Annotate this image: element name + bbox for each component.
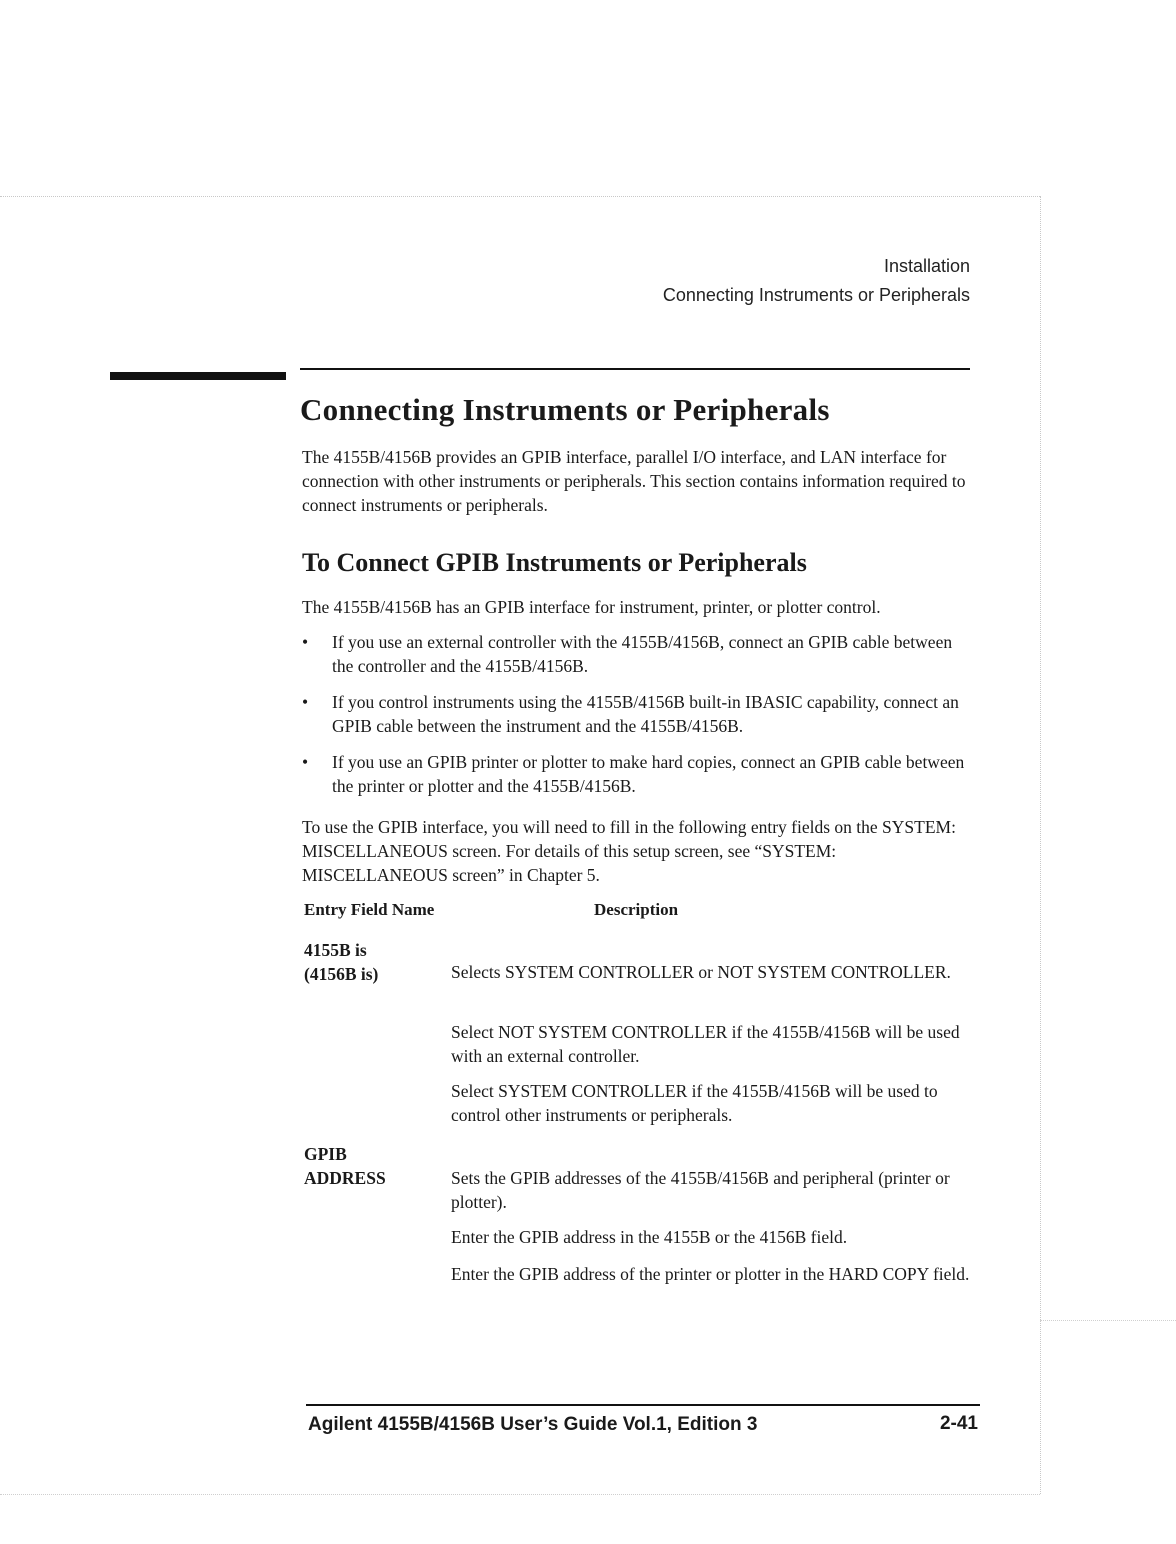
footer-rule	[306, 1404, 980, 1406]
entry-name-address: ADDRESS	[304, 1168, 386, 1188]
gpib-intro-paragraph: The 4155B/4156B has an GPIB interface for instrument, printer, or plotter control.	[302, 597, 881, 617]
column-header-entry-field: Entry Field Name	[304, 900, 435, 919]
entry-name-controller: 4155B is	[304, 940, 367, 960]
list-item	[302, 630, 972, 678]
scan-edge-side	[1040, 1320, 1176, 1321]
entry-description: Enter the GPIB address of the printer or plotter in the HARD COPY field.	[451, 1264, 970, 1284]
list-item	[302, 750, 972, 798]
list-item-text: If you use an GPIB printer or plotter to make hard copies, connect an GPIB cable between the printer or plotter and the 4155B/4156B.	[332, 752, 965, 796]
bullet-icon: •	[302, 752, 309, 772]
running-head-section: Installation	[883, 256, 970, 276]
entry-description: Select NOT SYSTEM CONTROLLER if the 4155B/4156B will be used with an external controller.	[451, 1022, 960, 1066]
chapter-tab-bar	[110, 372, 286, 380]
footer-title: Agilent 4155B/4156B User’s Guide Vol.1, Edition 3	[308, 1414, 758, 1435]
scan-edge-top	[0, 196, 1040, 197]
list-item-text: If you control instruments using the 4155B/4156B built-in IBASIC capability, connect an GPIB cable between the instrument and the 4155B/4156B.	[332, 692, 959, 736]
top-rule	[300, 368, 970, 370]
bullet-icon: •	[302, 632, 309, 652]
list-item-text: If you use an external controller with the 4155B/4156B, connect an GPIB cable between the controller and the 4155B/4156B.	[332, 632, 953, 676]
column-header-description: Description	[594, 900, 679, 919]
entry-description: Sets the GPIB addresses of the 4155B/4156B and peripheral (printer or plotter).	[451, 1168, 950, 1212]
page-title: Connecting Instruments or Peripherals	[300, 392, 830, 427]
entry-description: Selects SYSTEM CONTROLLER or NOT SYSTEM CONTROLLER.	[451, 962, 951, 982]
entry-name-controller-alt: (4156B is)	[304, 964, 379, 984]
intro-paragraph: The 4155B/4156B provides an GPIB interface, parallel I/O interface, and LAN interface for connection with other instruments or peripherals. This section contains information required to connect instruments or peripherals.	[302, 447, 966, 515]
scan-edge-right	[1040, 196, 1041, 1494]
bullet-icon: •	[302, 692, 309, 712]
usage-paragraph: To use the GPIB interface, you will need to fill in the following entry fields on the SYSTEM: MISCELLANEOUS screen. For details of this setup screen, see “SYSTEM: MISCELLANEOUS screen” in Chapter 5.	[302, 817, 956, 885]
page-number: 2-41	[939, 1413, 978, 1434]
entry-description: Select SYSTEM CONTROLLER if the 4155B/4156B will be used to control other instruments or peripherals.	[451, 1081, 938, 1125]
running-head-topic: Connecting Instruments or Peripherals	[662, 285, 970, 305]
scan-edge-bottom	[0, 1494, 1040, 1495]
entry-name-gpib: GPIB	[304, 1144, 347, 1164]
bullet-list	[302, 630, 972, 810]
entry-description: Enter the GPIB address in the 4155B or the 4156B field.	[451, 1227, 848, 1247]
section-heading: To Connect GPIB Instruments or Peripherals	[302, 548, 807, 577]
list-item	[302, 690, 972, 738]
